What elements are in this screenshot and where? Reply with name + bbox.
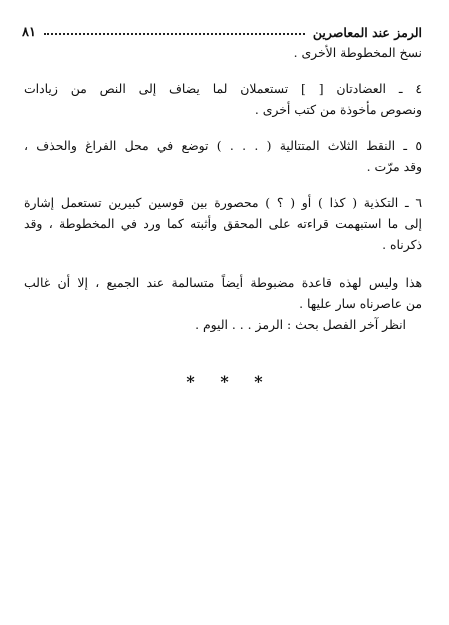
text-line: ٦ ـ التكذية ( كذا ) أو ( ؟ ) محصورة بين قوسين كبيرين تستعمل إشارة (24, 195, 422, 210)
page-number: ٨١ (22, 24, 36, 40)
header-dot-leader (44, 33, 305, 35)
text-line: هذا وليس لهذه قاعدة مضبوطة أيضاً متسالمة عند الجميع ، إلا أن غالب (24, 275, 422, 290)
separator-star: * (220, 372, 229, 391)
text-line: وقد مرّت . (366, 159, 422, 174)
text-line: انظر آخر الفصل بحث : الرمز . . . اليوم . (195, 317, 406, 332)
text-line: نسخ المخطوطة الأخرى . (293, 45, 422, 60)
page-body (24, 42, 422, 335)
text-line: من عاصرناه سار عليها . (299, 296, 422, 311)
section-separator (0, 372, 449, 391)
text-line: ذكرناه . (382, 237, 422, 252)
separator-star: * (186, 372, 195, 391)
text-line: إلى ما استبهمت قراءته على المحقق وأثبته كما ورد في المخطوطة ، وقد (24, 216, 422, 231)
text-line: ونصوص مأخوذة من كتب أخرى . (254, 102, 422, 117)
separator-star: * (254, 372, 263, 391)
text-line: ٤ ـ العضادتان [ ] تستعملان لما يضاف إلى النص من زيادات (24, 81, 422, 96)
header-title: الرمز عند المعاصرين (312, 24, 422, 40)
running-header (22, 22, 422, 42)
text-line: ٥ ـ النقط الثلاث المتتالية ( . . . ) توضع في محل الفراغ والحذف ، (24, 138, 422, 153)
